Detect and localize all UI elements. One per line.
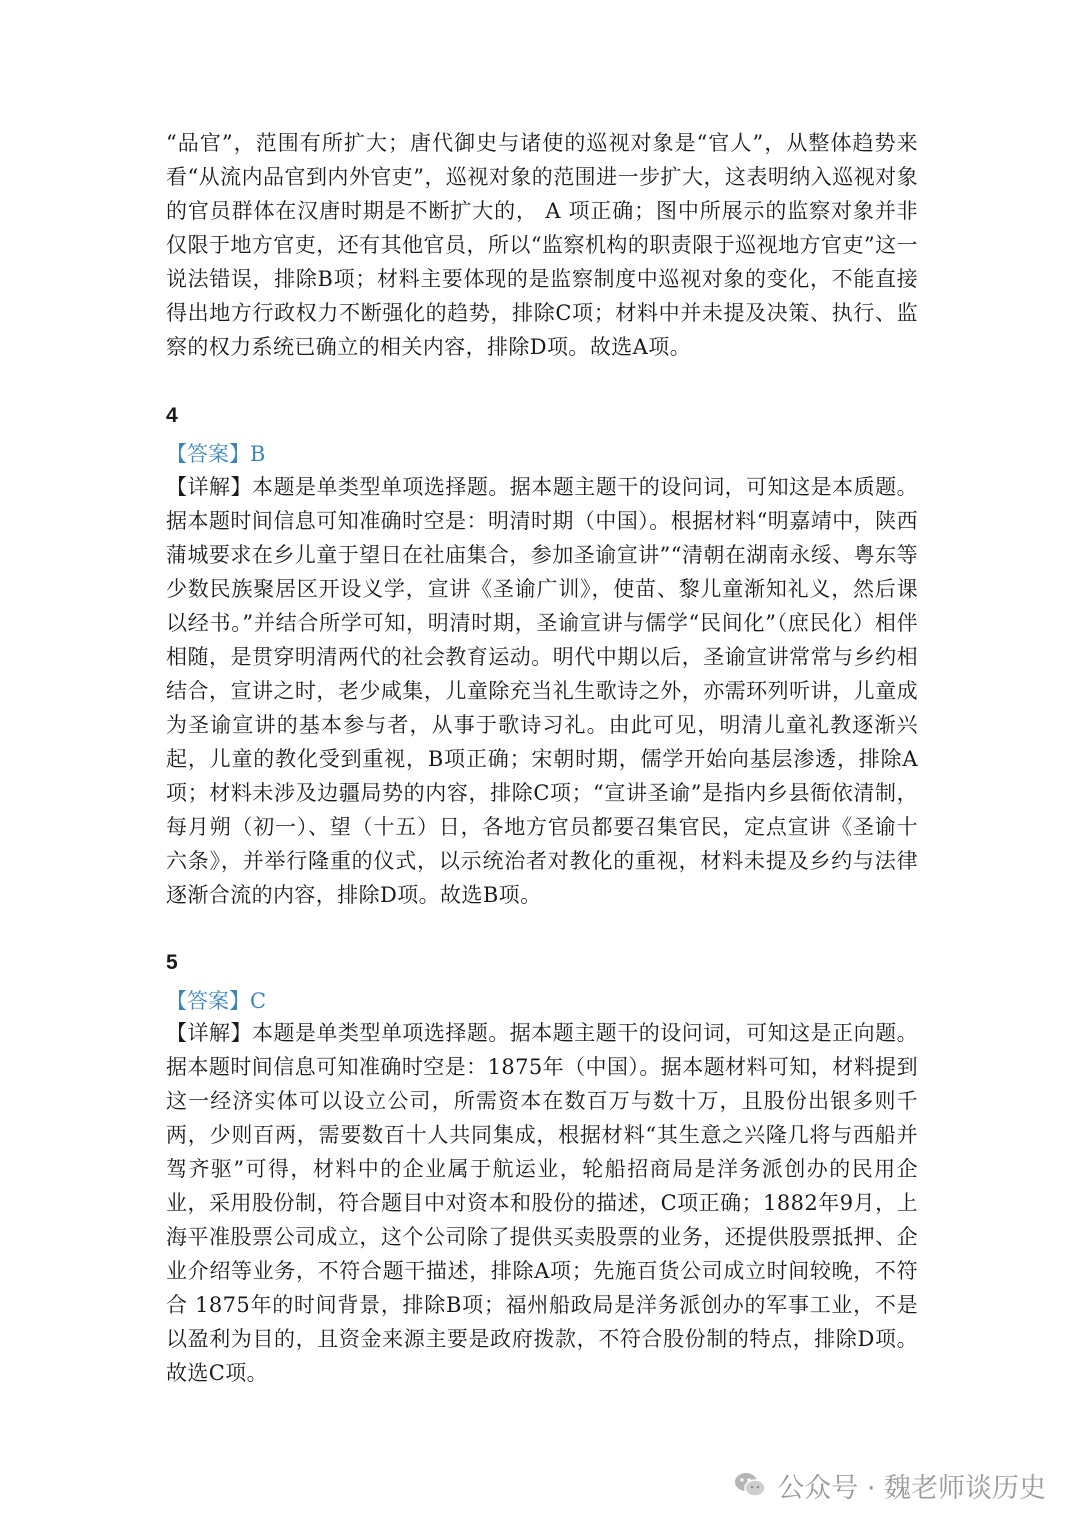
watermark-text: 公众号 · 魏老师谈历史	[777, 1472, 1046, 1504]
detail-5	[166, 1016, 918, 1390]
watermark	[733, 1462, 1046, 1508]
detail-text-4: 本题是单类型单项选择题。据本题主题干的设问词，可知这是本质题。据本题时间信息可知准确时空是：明清时期（中国）。根据材料“明嘉靖中，陕西蒲城要求在乡儿童于望日在社庙集合，参加圣谕宣讲”“清朝在湖南永绥、粤东等少数民族聚居区开设义学，宣讲《圣谕广训》，使苗、黎儿童渐知礼义，然后课以经书。”并结合所学可知，明清时期，圣谕宣讲与儒学“民间化”（庶民化）相伴相随，是贯穿明清两代的社会教育运动。明代中期以后，圣谕宣讲常常与乡约相结合，宣讲之时，老少咸集，儿童除充当礼生歌诗之外，亦需环列听讲，儿童成为圣谕宣讲的基本参与者，从事于歌诗习礼。由此可见，明清儿童礼教逐渐兴起，儿童的教化受到重视，B项正确；宋朝时期，儒学开始向基层渗透，排除A项；材料未涉及边疆局势的内容，排除C项；“宣讲圣谕”是指内乡县衙依清制，每月朔（初一）、望（十五）日，各地方官员都要召集官民，定点宣讲《圣谕十六条》，并举行隆重的仪式，以示统治者对教化的重视，材料未提及乡约与法律逐渐合流的内容，排除D项。故选B项。	[166, 475, 918, 907]
q3-explanation-tail: “品官”，范围有所扩大；唐代御史与诸使的巡视对象是“官人”，从整体趋势来看“从流内品官到内外官吏”，巡视对象的范围进一步扩大，这表明纳入巡视对象的官员群体在汉唐时期是不断扩大的， A 项正确；图中所展示的监察对象并非仅限于地方官吏，还有其他官员，所以“监察机构的职责限于巡视地方官吏”这一说法错误，排除B项；材料主要体现的是监察制度中巡视对象的变化，不能直接得出地方行政权力不断强化的趋势，排除C项；材料中并未提及决策、执行、监察的权力系统已确立的相关内容，排除D项。故选A项。	[166, 131, 918, 359]
detail-label-5: 【详解】	[166, 1021, 252, 1045]
answer-5: 【答案】C	[166, 989, 267, 1013]
wechat-icon	[733, 1470, 767, 1500]
answer-4: 【答案】B	[166, 442, 266, 466]
detail-4	[166, 470, 918, 912]
detail-label-4: 【详解】	[166, 475, 252, 499]
question-number-4: 4	[166, 404, 178, 427]
question-number-5: 5	[166, 951, 178, 974]
detail-text-5: 本题是单类型单项选择题。据本题主题干的设问词，可知这是正向题。据本题时间信息可知准确时空是：1875年（中国）。据本题材料可知，材料提到这一经济实体可以设立公司，所需资本在数百万与数十万，且股份出银多则千两，少则百两，需要数百十人共同集成，根据材料“其生意之兴隆几将与西船并驾齐驱”可得，材料中的企业属于航运业，轮船招商局是洋务派创办的民用企业，采用股份制，符合题目中对资本和股份的描述，C项正确；1882年9月，上海平准股票公司成立，这个公司除了提供买卖股票的业务，还提供股票抵押、企业介绍等业务，不符合题干描述，排除A项；先施百货公司成立时间较晚，不符合 1875年的时间背景，排除B项；福州船政局是洋务派创办的军事工业，不是以盈利为目的，且资金来源主要是政府拨款，不符合股份制的特点，排除D项。故选C项。	[166, 1021, 918, 1385]
